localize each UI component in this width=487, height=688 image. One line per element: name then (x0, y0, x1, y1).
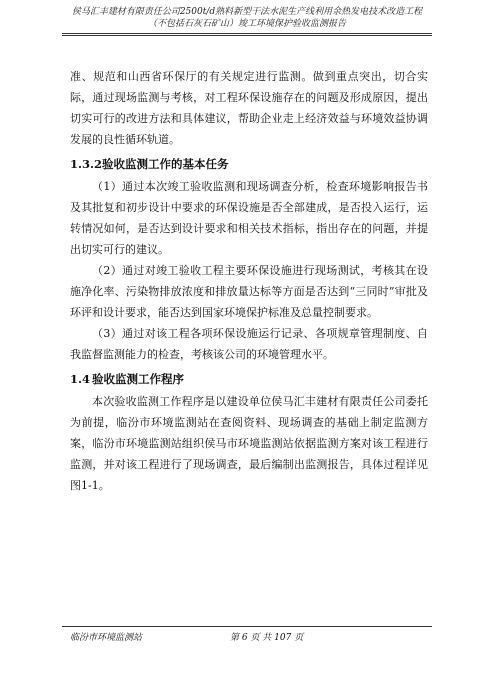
task-paragraph-2: （2）通过对竣工验收工程主要环保设施进行现场测试，考核其在设施净化率、污染物排放浓度和排放量达标等方面是否达到“三同时”审批及环评和设计要求，能否达到国家环境保护标准及总量控制要求。 (70, 264, 428, 319)
task-paragraph-1: （1）通过本次竣工验收监测和现场调查分析，检查环境影响报告书及其批复和初步设计中要求的环保设施是否全部建成，是否投入运行，运转情况如何，是否达到设计要求和相关技术指标，指出存在的问题，并提出切实可行的建议。 (70, 180, 428, 256)
section-title: 验收监测工作程序 (92, 372, 184, 386)
header-rule (62, 33, 432, 34)
document-body (70, 66, 428, 496)
section-heading-1-4 (70, 369, 428, 390)
footer-rule (62, 626, 432, 627)
section-number: 1.3.2 (70, 157, 103, 171)
procedure-paragraph: 本次验收监测工作程序是以建设单位侯马汇丰建材有限责任公司委托为前提，临汾市环境监测站在查阅资料、现场调查的基础上制定监测方案，临汾市环境监测站组织侯马市环境监测站依据监测方案对该工程进行监测，并对该工程进行了现场调查，最后编制出监测报告，具体过程详见图1-1。 (70, 395, 428, 492)
header-title-line2: （不包括石灰石矿山）竣工环境保护验收监测报告 (147, 19, 346, 29)
section-title: 验收监测工作的基本任务 (102, 157, 229, 171)
page-header (62, 6, 432, 30)
footer-organization: 临汾市环境监测站 (70, 633, 143, 643)
header-rule-double (62, 35, 432, 36)
header-title-line1: 侯马汇丰建材有限责任公司2500t/d熟料新型干法水泥生产线利用余热发电技术改造工程 (71, 7, 423, 17)
task-paragraph-3: （3）通过对该工程各项环保设施运行记录、各项规章管理制度、自我监督监测能力的检查，考核该公司的环境管理水平。 (70, 327, 428, 361)
page-number: 第 6 页 共 107 页 (230, 633, 304, 643)
intro-paragraph: 准、规范和山西省环保厅的有关规定进行监测。做到重点突出，切合实际，通过现场监测与考核，对工程环保设施存在的问题及形成原因，提出切实可行的改进方法和具体建议，帮助企业走上经济效益与环境效益协调发展的良性循环轨道。 (70, 70, 428, 146)
section-heading-1-3-2 (70, 154, 428, 175)
section-number: 1.4 (70, 372, 91, 386)
